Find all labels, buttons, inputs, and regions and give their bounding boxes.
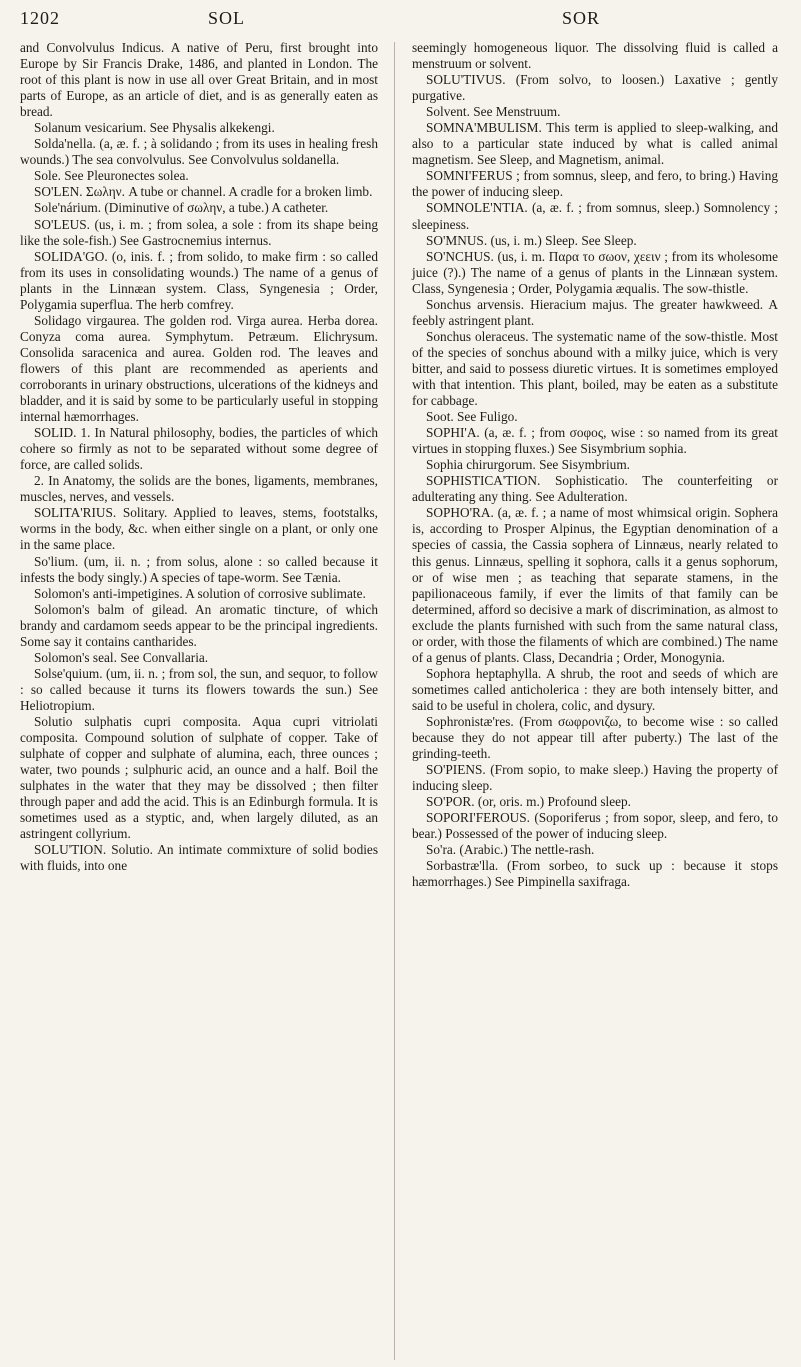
dictionary-entry: So'ra. (Arabic.) The nettle-rash.	[426, 842, 595, 858]
left-column	[20, 40, 378, 874]
dictionary-entry: Solomon's seal. See Convallaria.	[34, 649, 209, 665]
dictionary-entry: Sophronistæ'res. (From σωφρονιζω, to become wise : so called because they do not appear till after puberty.) The last of the grinding-teeth.	[412, 713, 778, 762]
dictionary-entry: Solanum vesicarium. See Physalis alkekengi.	[34, 120, 275, 136]
dictionary-entry: SOLID. 1. In Natural philosophy, bodies, the particles of which cohere so firmly as not to be separated without some degree of force, are called solids.	[20, 425, 378, 473]
dictionary-entry: SOLU'TIVUS. (From solvo, to loosen.) Laxative ; gently purgative.	[412, 72, 778, 104]
dictionary-entry: SOPHI'A. (a, æ. f. ; from σοφος, wise : so named from its great virtues in stopping fluxes.) See Sisymbrium sophia.	[412, 425, 778, 457]
page-number: 1202	[20, 8, 60, 28]
running-header	[0, 0, 801, 40]
dictionary-entry: SOPORI'FEROUS. (Soporiferus ; from sopor, sleep, and fero, to bear.) Possessed of the power of inducing sleep.	[412, 810, 778, 842]
dictionary-entry: Sorbastræ'lla. (From sorbeo, to suck up : because it stops hæmorrhages.) See Pimpinella saxifraga.	[412, 858, 778, 890]
dictionary-entry: Sole. See Pleuronectes solea.	[34, 168, 189, 184]
dictionary-entry: Sonchus arvensis. Hieracium majus. The greater hawkweed. A feebly astringent plant.	[412, 296, 778, 328]
dictionary-entry: Sophora heptaphylla. A shrub, the root and seeds of which are sometimes called anticholerica : they are both intensely bitter, and said to be useful in cholera, colic, and dysury.	[412, 665, 778, 713]
dictionary-entry: Solomon's balm of gilead. An aromatic tincture, of which brandy and cardamom seeds appear to be the principal ingredients. Some say it contains cantharides.	[20, 601, 378, 649]
dictionary-entry: SOLIDA'GO. (o, inis. f. ; from solido, to make firm : so called from its uses in consolidating wounds.) The name of a genus of plants in the Linnæan system. Class, Syngenesia ; Order, Polygamia superflua. The herb comfrey.	[20, 248, 378, 312]
dictionary-entry: SOPHO'RA. (a, æ. f. ; a name of most whimsical origin. Sophera is, according to Prosper Alpinus, the Egyptian denomination of a species of cassia, the Cassia sophera of Linnæus, nearly related to this genus. Linnæus, spelling it sophora, calls it a genus sophorum, or of wise men ; as teaching that separate stamens, in the papilionaceous family, if ever the limits of that family can be determined, afford so decisive a mark of discrimination, as almost to exclude the plants furnished with such from the same natural class, or order, with those the filaments of which are combined.) The name of a genus of plants. Class, Decandria ; Order, Monogynia.	[412, 505, 778, 665]
dictionary-entry: Solvent. See Menstruum.	[426, 104, 561, 120]
column-divider	[394, 42, 395, 1360]
dictionary-entry: SO'NCHUS. (us, i. m. Παρα το σωον, χεειν ; from its wholesome juice (?).) The name of a genus of plants in the Linnæan system. Class, Syngenesia ; Order, Polygamia æqualis. The sow-thistle.	[412, 248, 778, 296]
dictionary-entry: SOMNI'FERUS ; from somnus, sleep, and fero, to bring.) Having the power of inducing sleep.	[412, 168, 778, 200]
dictionary-entry: Sole'nárium. (Diminutive of σωλην, a tube.) A catheter.	[34, 200, 329, 216]
dictionary-entry: Sophia chirurgorum. See Sisymbrium.	[426, 457, 630, 473]
right-column	[412, 40, 778, 890]
dictionary-entry: SO'LEUS. (us, i. m. ; from solea, a sole : from its shape being like the sole-fish.) See Gastrocnemius internus.	[20, 216, 378, 248]
dictionary-entry: and Convolvulus Indicus. A native of Peru, first brought into Europe by Sir Francis Drake, 1486, and planted in London. The root of this plant is now in use all over Great Britain, and in most parts of Europe, as an article of diet, and is as generally eaten as bread.	[20, 40, 378, 120]
dictionary-entry: Solidago virgaurea. The golden rod. Virga aurea. Herba dorea. Conyza coma aurea. Symphytum. Petræum. Elichrysum. Consolida saracenica and aurea. Golden rod. The leaves and flowers of this plant are recommended as aperients and corroborants in urinary obstructions, ulcerations of the kidneys and bladder, and it is said by some to be particularly useful in stopping internal hæmorrhages.	[20, 312, 378, 425]
dictionary-entry: Solda'nella. (a, æ. f. ; à solidando ; from its uses in healing fresh wounds.) The sea convolvulus. See Convolvulus soldanella.	[20, 136, 378, 168]
running-head-left: SOL	[208, 8, 246, 28]
dictionary-entry: Soot. See Fuligo.	[426, 409, 518, 425]
dictionary-entry: SOLITA'RIUS. Solitary. Applied to leaves, stems, footstalks, worms in the body, &c. when either single on a plant, or only one in the same place.	[20, 505, 378, 553]
dictionary-entry: SOMNA'MBULISM. This term is applied to sleep-walking, and also to a particular state induced by what is called animal magnetism. See Sleep, and Magnetism, animal.	[412, 120, 778, 168]
dictionary-entry: 2. In Anatomy, the solids are the bones, ligaments, membranes, muscles, nerves, and vessels.	[20, 473, 378, 505]
dictionary-entry: seemingly homogeneous liquor. The dissolving fluid is called a menstruum or solvent.	[412, 40, 778, 72]
dictionary-entry: SO'MNUS. (us, i. m.) Sleep. See Sleep.	[426, 232, 637, 248]
dictionary-entry: SOLU'TION. Solutio. An intimate commixture of solid bodies with fluids, into one	[20, 842, 378, 874]
dictionary-entry: Solutio sulphatis cupri composita. Aqua cupri vitriolati composita. Compound solution of sulphate of copper. Take of sulphate of copper and sulphate of alumina, each, three ounces ; water, two pounds ; sulphuric acid, an ounce and a half. Boil the sulphates in the water that they may be dissolved ; then filter through paper and add the acid. This is an Edinburgh formula. It is sometimes used as a styptic, and, when largely diluted, as an astringent collyrium.	[20, 713, 378, 842]
dictionary-entry: SO'POR. (or, oris. m.) Profound sleep.	[426, 794, 632, 810]
dictionary-entry: Sonchus oleraceus. The systematic name of the sow-thistle. Most of the species of sonchus abound with a milky juice, which is very bitter, and said to possess diuretic virtues. It is sometimes employed with that intention. This plant, boiled, may be eaten as a substitute for cabbage.	[412, 328, 778, 409]
dictionary-entry: So'lium. (um, ii. n. ; from solus, alone : so called because it infests the body singly.) A species of tape-worm. See Tænia.	[20, 553, 378, 585]
dictionary-entry: SO'LEN. Σωλην. A tube or channel. A cradle for a broken limb.	[34, 184, 373, 200]
dictionary-entry: SOPHISTICA'TION. Sophisticatio. The counterfeiting or adulterating any thing. See Adulteration.	[412, 473, 778, 505]
dictionary-entry: Solomon's anti-impetigines. A solution of corrosive sublimate.	[34, 585, 366, 601]
dictionary-entry: SO'PIENS. (From sopio, to make sleep.) Having the property of inducing sleep.	[412, 762, 778, 794]
dictionary-entry: SOMNOLE'NTIA. (a, æ. f. ; from somnus, sleep.) Somnolency ; sleepiness.	[412, 200, 778, 232]
dictionary-entry: Solse'quium. (um, ii. n. ; from sol, the sun, and sequor, to follow : so called because it turns its flowers towards the sun.) See Heliotropium.	[20, 665, 378, 713]
running-head-right: SOR	[562, 8, 601, 28]
